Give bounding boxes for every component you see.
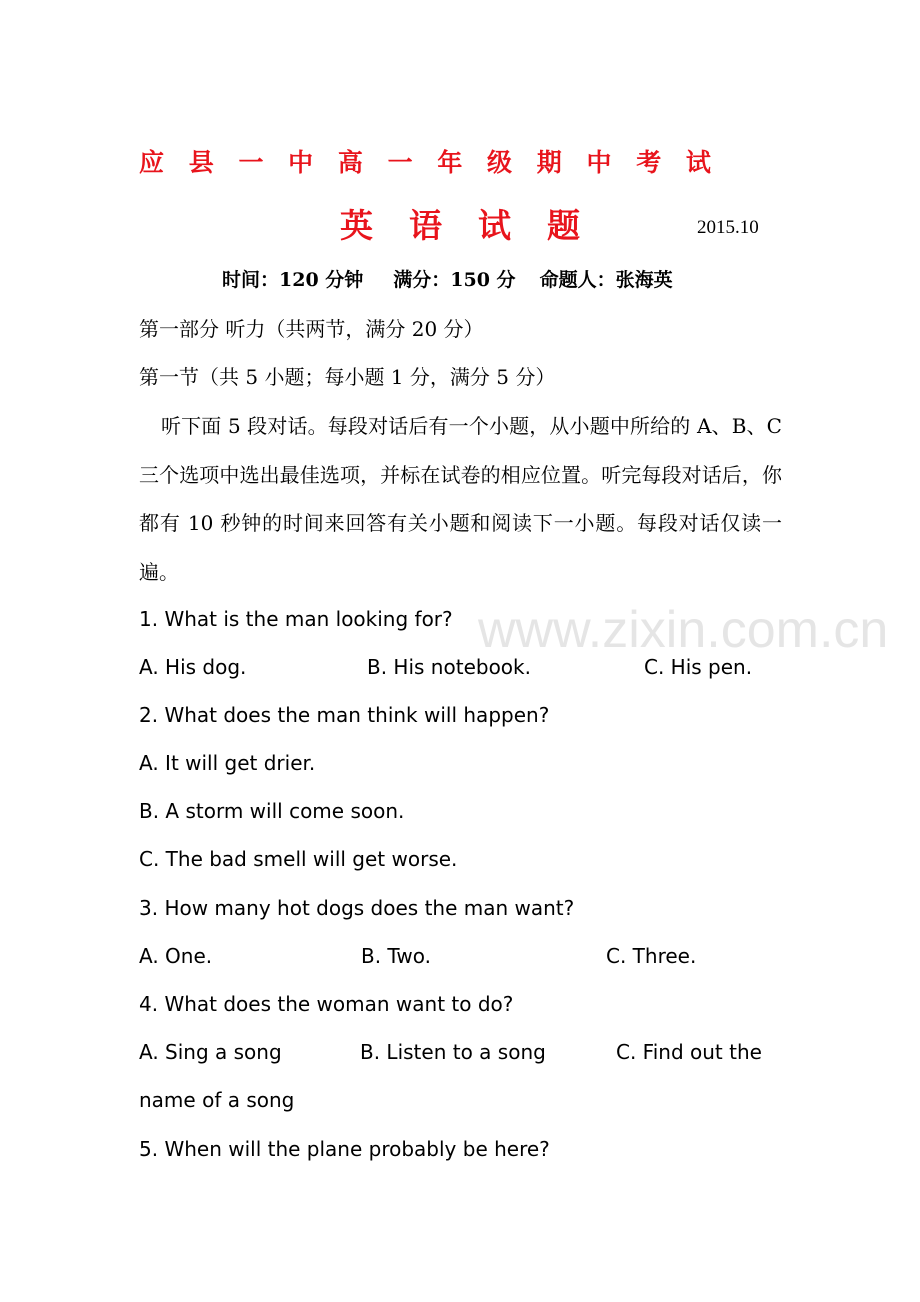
title-char: 级 bbox=[487, 148, 513, 177]
option-a: A. One. bbox=[139, 944, 213, 968]
option-a: A. His dog. bbox=[139, 655, 247, 679]
option-c: C. His pen. bbox=[644, 655, 753, 679]
exam-date: 2015.10 bbox=[697, 217, 759, 238]
title-char: 年 bbox=[437, 148, 463, 177]
option-c: C. The bad smell will get worse. bbox=[139, 847, 458, 871]
option-c-continuation: name of a song bbox=[139, 1088, 295, 1112]
exam-meta bbox=[222, 266, 673, 294]
part-heading: 第一部分 听力（共两节，满分 20 分） bbox=[139, 317, 484, 341]
option-a: A. It will get drier. bbox=[139, 751, 316, 775]
subsection-heading: 第一节（共 5 小题；每小题 1 分，满分 5 分） bbox=[139, 365, 556, 389]
question-5-stem: 5. When will the plane probably be here? bbox=[139, 1137, 550, 1161]
title-char: 应 bbox=[139, 148, 165, 177]
option-b: B. Two. bbox=[361, 944, 431, 968]
question-3-stem: 3. How many hot dogs does the man want? bbox=[139, 896, 575, 920]
exam-score: 满分：150 分 bbox=[393, 269, 516, 291]
subject-char: 题 bbox=[547, 206, 580, 245]
option-b: B. A storm will come soon. bbox=[139, 799, 405, 823]
title-char: 一 bbox=[387, 148, 413, 177]
title-char: 县 bbox=[188, 148, 214, 177]
title-char: 中 bbox=[288, 148, 314, 177]
exam-time: 时间：120 分钟 bbox=[222, 269, 364, 291]
subject-char: 试 bbox=[478, 206, 511, 245]
instructions: 听下面 5 段对话。每段对话后有一个小题，从小题中所给的 A、B、C 三个选项中选出最佳选项，并标在试卷的相应位置。听完每段对话后，你都有 10 秒钟的时间来回答有关小题和阅读下一小题。每段对话仅读一遍。 bbox=[139, 414, 782, 584]
title-char: 试 bbox=[685, 148, 711, 177]
subject-char: 语 bbox=[409, 206, 442, 245]
title-char: 考 bbox=[636, 148, 662, 177]
option-b: B. Listen to a song bbox=[360, 1040, 546, 1064]
title-char: 一 bbox=[238, 148, 264, 177]
question-1-stem: 1. What is the man looking for? bbox=[139, 607, 453, 631]
subject-title bbox=[340, 203, 580, 249]
title-char: 高 bbox=[337, 148, 363, 177]
option-a: A. Sing a song bbox=[139, 1040, 282, 1064]
option-b: B. His notebook. bbox=[367, 655, 531, 679]
question-2-stem: 2. What does the man think will happen? bbox=[139, 703, 550, 727]
school-title bbox=[139, 145, 711, 181]
title-char: 中 bbox=[586, 148, 612, 177]
subject-char: 英 bbox=[340, 206, 373, 245]
question-4-stem: 4. What does the woman want to do? bbox=[139, 992, 514, 1016]
title-char: 期 bbox=[536, 148, 562, 177]
watermark: www.zixin.com.cn bbox=[478, 601, 889, 659]
exam-author: 命题人：张海英 bbox=[539, 269, 673, 291]
option-c: C. Three. bbox=[606, 944, 697, 968]
option-c: C. Find out the bbox=[616, 1040, 762, 1064]
